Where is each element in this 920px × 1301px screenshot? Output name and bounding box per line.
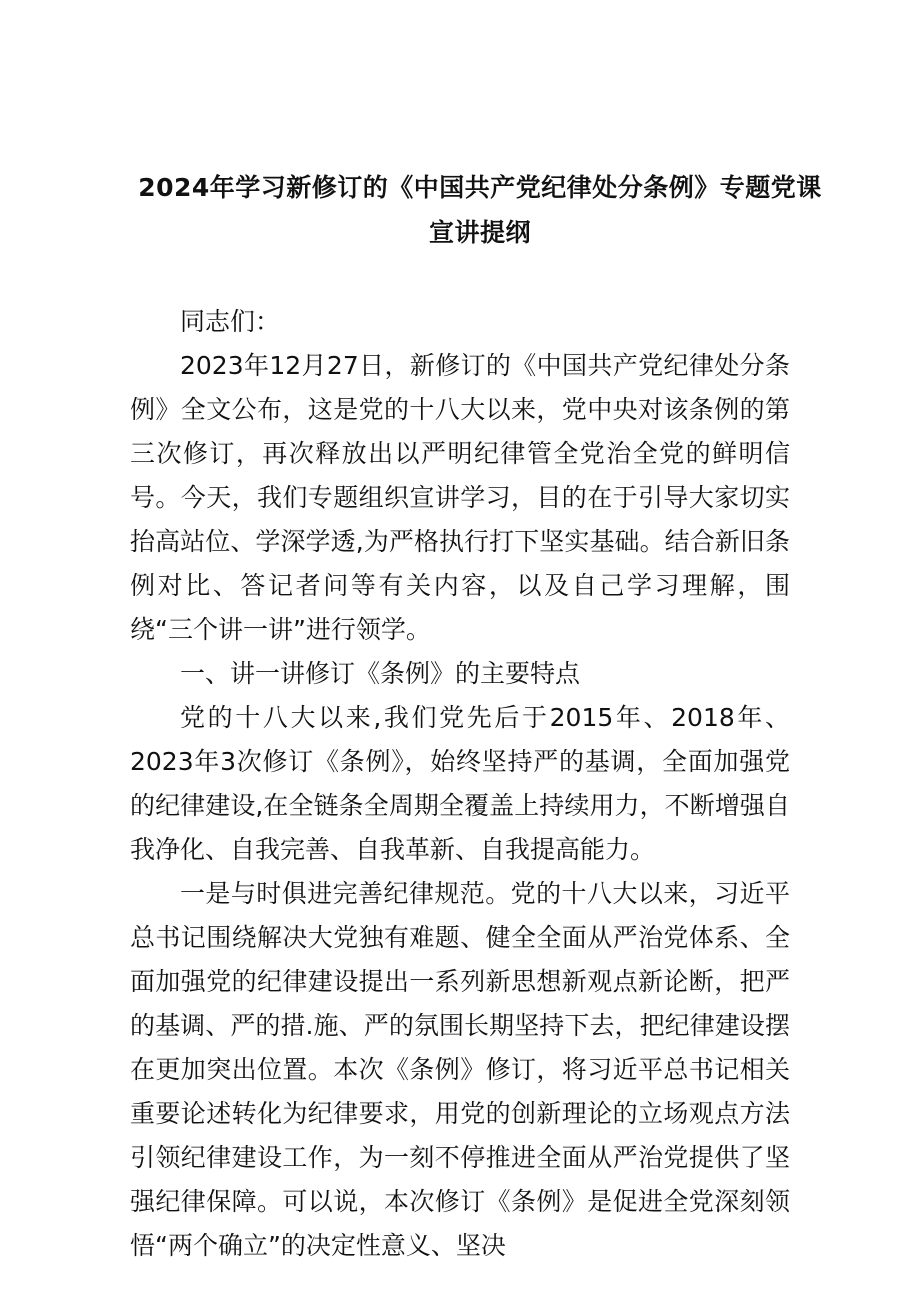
paragraph-intro: 2023年12月27日，新修订的《中国共产党纪律处分条例》全文公布，这是党的十八大以来，党中央对该条例的第三次修订，再次释放出以严明纪律管全党治全党的鲜明信号。今天，我们专题组织宣讲学习，目的在于引导大家切实抬高站位、学深学透,为严格执行打下坚实基础。结合新旧条例对比、答记者问等有关内容，以及自己学习理解，围绕“三个讲一讲”进行领学。 <box>130 351 790 644</box>
title-line-2: 宣讲提纲 <box>428 218 531 247</box>
paragraph-history: 党的十八大以来,我们党先后于2015年、2018年、2023年3次修订《条例》，始终坚持严的基调，全面加强党的纪律建设,在全链条全周期全覆盖上持续用力，不断增强自我净化、自我完善、自我革新、自我提高能力。 <box>130 703 790 864</box>
title-line-1: 2024年学习新修订的《中国共产党纪律处分条例》专题党课 <box>138 173 822 202</box>
document-body <box>130 300 790 1268</box>
document-title <box>130 165 830 255</box>
section-heading-1: 一、讲一讲修订《条例》的主要特点 <box>180 659 581 688</box>
paragraph-point-1: 一是与时俱进完善纪律规范。党的十八大以来，习近平总书记围绕解决大党独有难题、健全全面从严治党体系、全面加强党的纪律建设提出一系列新思想新观点新论断，把严的基调、严的措.施、严的氛围长期坚持下去，把纪律建设摆在更加突出位置。本次《条例》修订，将习近平总书记相关重要论述转化为纪律要求，用党的创新理论的立场观点方法引领纪律建设工作，为一刻不停推进全面从严治党提供了坚强纪律保障。可以说，本次修订《条例》是促进全党深刻领悟“两个确立”的决定性意义、坚决 <box>130 879 790 1260</box>
salutation: 同志们： <box>180 307 281 336</box>
